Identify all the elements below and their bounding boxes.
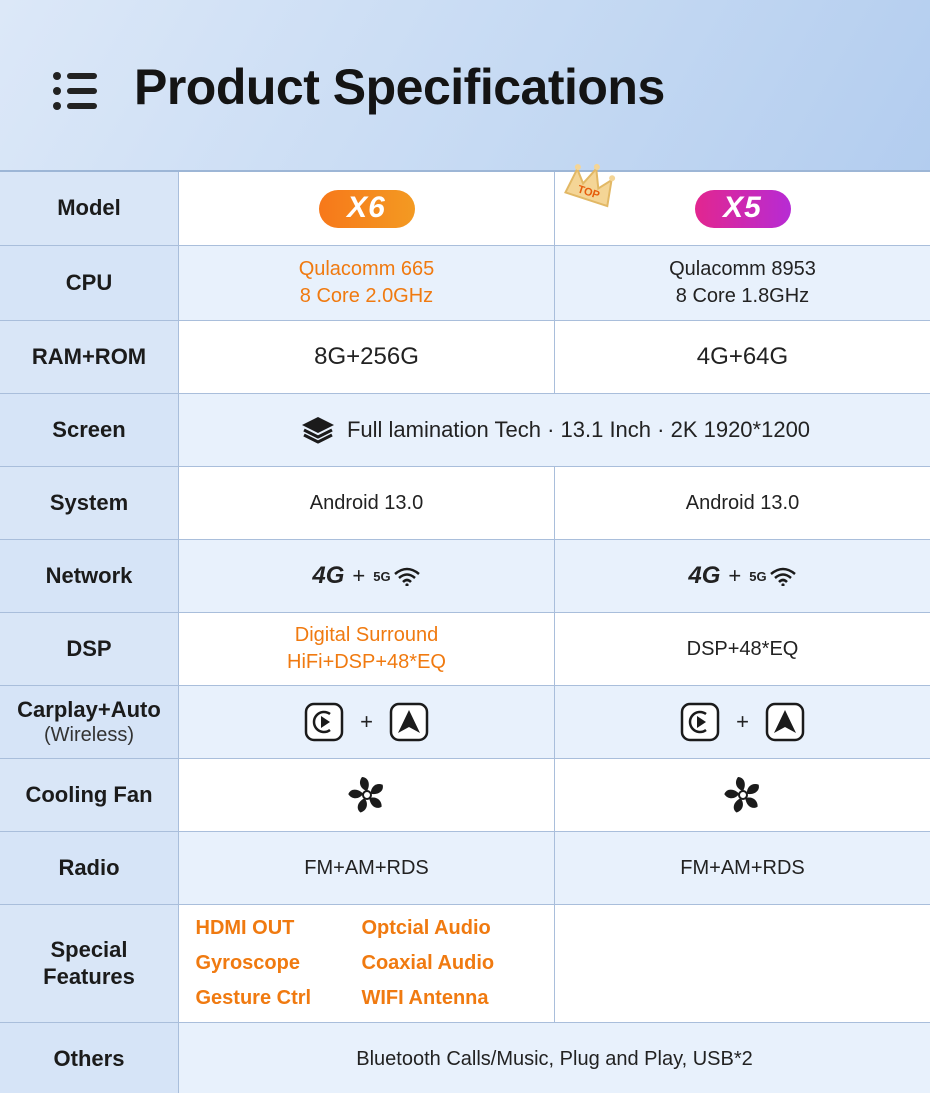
- 4g-icon: 4G: [688, 561, 721, 589]
- crown-icon: [563, 160, 619, 210]
- cpu-x5-cell: [555, 246, 930, 320]
- row-label-network: Network: [0, 540, 179, 612]
- table-row-model: [0, 172, 930, 246]
- fan-icon: [346, 774, 388, 816]
- screen-value: Full lamination Tech · 13.1 Inch · 2K 1920*1200: [346, 417, 811, 443]
- special-x5-cell: [555, 905, 930, 1022]
- row-label-others: Others: [0, 1023, 179, 1093]
- feature-item: HDMI OUT: [195, 917, 295, 939]
- radio-x6-cell: FM+AM+RDS: [179, 832, 555, 904]
- network-plus: +: [352, 563, 366, 589]
- layers-icon: [299, 415, 337, 445]
- page-title: Product Specifications: [134, 59, 665, 115]
- feature-item: Optcial Audio: [361, 917, 491, 939]
- header: [0, 0, 930, 172]
- others-cell: Bluetooth Calls/Music, Plug and Play, USB*2: [356, 1047, 753, 1070]
- cpu-x5-line1: Qulacomm 8953: [669, 258, 816, 280]
- table-row-system: [0, 467, 930, 540]
- system-x6-cell: Android 13.0: [179, 467, 555, 539]
- fan-x6-cell: [179, 759, 555, 831]
- wifi-5g-icon: [749, 566, 796, 586]
- row-label-carplay: [0, 686, 179, 758]
- fan-icon: [722, 774, 764, 816]
- list-icon: [52, 70, 98, 112]
- carplay-plus: +: [360, 709, 373, 735]
- system-x5-cell: Android 13.0: [685, 491, 800, 514]
- cpu-x5-line2: 8 Core 1.8GHz: [675, 285, 810, 307]
- dsp-x6-cell: [179, 613, 555, 685]
- network-x6-cell: [179, 540, 555, 612]
- x6-name: X6: [347, 191, 386, 225]
- carplay-x5-cell: [555, 686, 930, 758]
- screen-cell: [179, 394, 930, 466]
- feature-item: Gesture Ctrl: [195, 987, 312, 1009]
- wifi-5g-icon: [373, 566, 420, 586]
- table-row-network: [0, 540, 930, 613]
- row-label-radio: Radio: [0, 832, 179, 904]
- carplay-plus: +: [736, 709, 749, 735]
- row-label-model: Model: [0, 172, 179, 245]
- special-label-line1: Special: [50, 937, 128, 963]
- table-row-special: [0, 905, 930, 1023]
- carplay-icon: [304, 702, 344, 742]
- dsp-x6-line2: HiFi+DSP+48*EQ: [287, 651, 446, 673]
- feature-item: WIFI Antenna: [361, 987, 489, 1009]
- carplay-label: Carplay+Auto: [17, 696, 161, 722]
- x6-badge: [319, 190, 415, 228]
- radio-x5-cell: FM+AM+RDS: [680, 856, 805, 879]
- table-row-radio: [0, 832, 930, 905]
- row-label-fan: Cooling Fan: [0, 759, 179, 831]
- ram-x6-cell: 8G+256G: [179, 321, 555, 393]
- dsp-x5-cell: DSP+48*EQ: [686, 637, 799, 660]
- wifi-5g-label: 5G: [373, 569, 391, 585]
- carplay-x6-cell: [179, 686, 555, 758]
- fan-x5-cell: [555, 759, 930, 831]
- table-row-fan: [0, 759, 930, 832]
- row-label-special: [0, 905, 179, 1022]
- feature-item: Coaxial Audio: [361, 952, 495, 974]
- table-row-others: [0, 1023, 930, 1093]
- spec-table: [0, 170, 930, 1093]
- carplay-sublabel: (Wireless): [44, 724, 134, 747]
- row-label-system: System: [0, 467, 179, 539]
- network-x5-cell: [555, 540, 930, 612]
- android-auto-icon: [765, 702, 805, 742]
- dsp-x6-line1: Digital Surround: [294, 624, 439, 646]
- carplay-icon: [680, 702, 720, 742]
- wifi-5g-label: 5G: [749, 569, 767, 585]
- cpu-x6-cell: [179, 246, 555, 320]
- 4g-icon: 4G: [312, 561, 345, 589]
- model-x6-cell: [179, 172, 602, 245]
- cpu-x6-line1: Qulacomm 665: [298, 258, 435, 280]
- top-badge-text: TOP: [576, 183, 602, 202]
- feature-item: Gyroscope: [195, 952, 300, 974]
- table-row-carplay: [0, 686, 930, 759]
- network-plus: +: [728, 563, 742, 589]
- special-x6-cell: [179, 905, 555, 1022]
- table-row-ram: [0, 321, 930, 394]
- row-label-ram: RAM+ROM: [0, 321, 179, 393]
- x5-badge: [695, 190, 791, 228]
- x5-name: X5: [723, 191, 762, 225]
- android-auto-icon: [389, 702, 429, 742]
- ram-x5-cell: 4G+64G: [696, 342, 789, 370]
- row-label-cpu: CPU: [0, 246, 179, 320]
- table-row-dsp: [0, 613, 930, 686]
- special-label-line2: Features: [43, 963, 135, 989]
- cpu-x6-line2: 8 Core 2.0GHz: [299, 285, 434, 307]
- row-label-dsp: DSP: [0, 613, 179, 685]
- row-label-screen: Screen: [0, 394, 179, 466]
- table-row-screen: [0, 394, 930, 467]
- table-row-cpu: [0, 246, 930, 321]
